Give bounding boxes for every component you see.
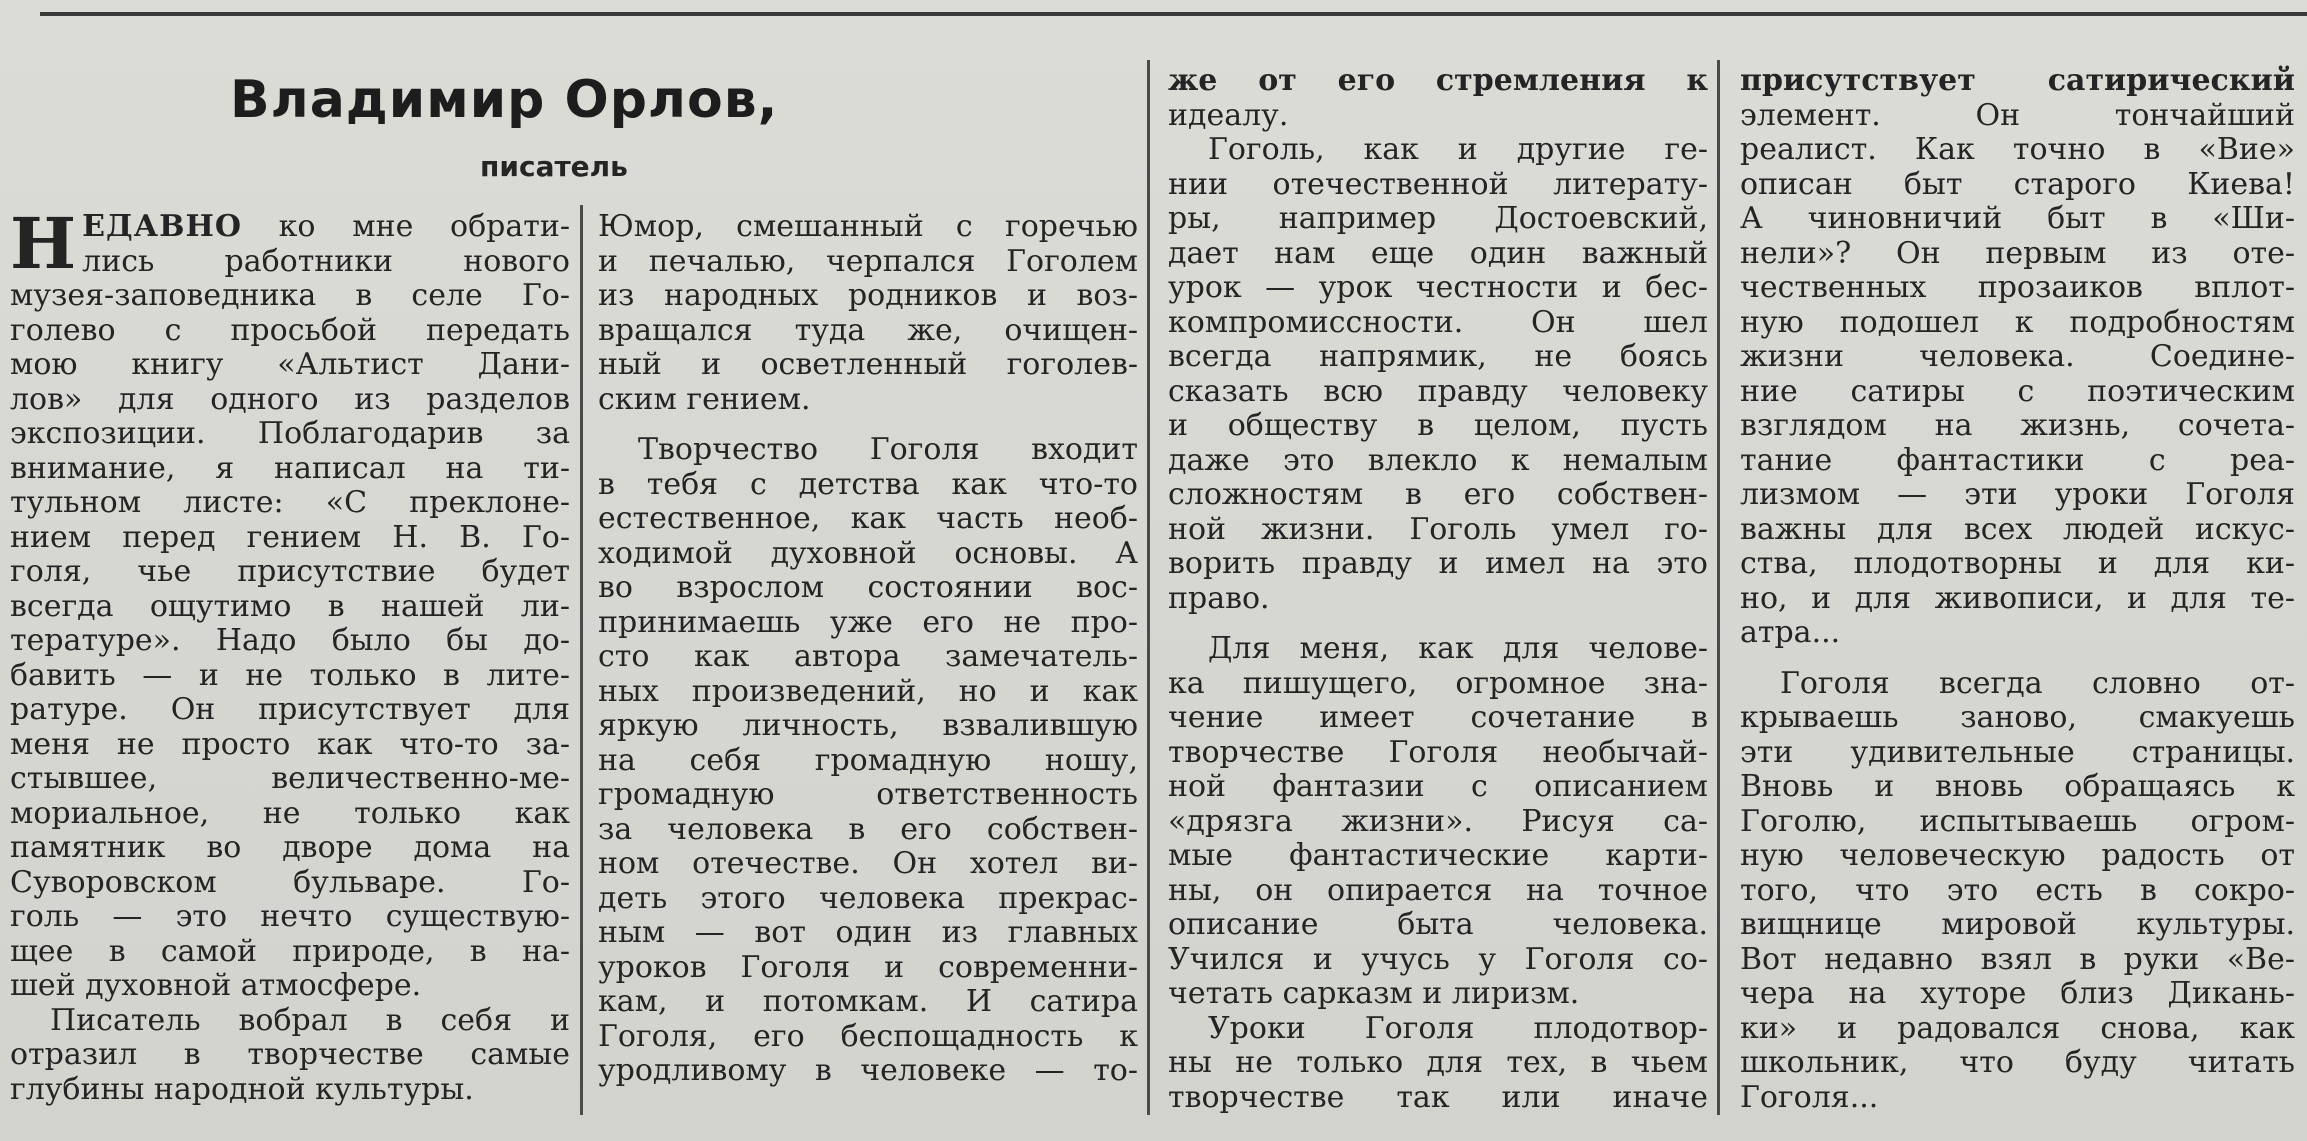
first-word: ЕДАВНО bbox=[82, 209, 242, 244]
text-line: право. bbox=[1168, 580, 1270, 616]
text-line: Гоголь, как и другие ге- bbox=[1208, 132, 1708, 167]
text-line: присутствует сатирический bbox=[1740, 63, 2295, 98]
text-line: дает нам еще один важный bbox=[1168, 235, 1708, 271]
text-line: того, что это есть в сокро- bbox=[1740, 872, 2295, 908]
text-line: ной фантазии с описанием bbox=[1168, 769, 1708, 804]
text-line: элемент. Он тончайший bbox=[1740, 97, 2295, 133]
text-line: ворить правду и имел на это bbox=[1168, 546, 1708, 581]
text-line: голя, чье присутствие будет bbox=[10, 554, 570, 589]
text-line: идеалу. bbox=[1168, 97, 1289, 133]
text-line: атра... bbox=[1740, 615, 1841, 650]
text-line: компромиссности. Он шел bbox=[1168, 304, 1708, 340]
text-line: школьник, что буду читать bbox=[1740, 1045, 2295, 1080]
text-line: сто как автора замечатель- bbox=[598, 639, 1138, 674]
text-line: тание фантастики с реа- bbox=[1740, 442, 2295, 478]
text-line: «дрязга жизни». Рисуя са- bbox=[1168, 803, 1708, 839]
text-line: за человека в его собствен- bbox=[598, 811, 1138, 847]
text-line: мою книгу «Альтист Дани- bbox=[10, 347, 570, 382]
text-line: чение имеет сочетание в bbox=[1168, 700, 1708, 735]
text-line: бавить — и не только в лите- bbox=[10, 657, 570, 693]
text-line: ном отечестве. Он хотел ви- bbox=[598, 846, 1138, 881]
text-line: громадную ответственность bbox=[598, 777, 1138, 812]
column-3 bbox=[1168, 64, 1708, 1115]
text-line: ходимой духовной основы. А bbox=[598, 535, 1138, 571]
text-line: ных произведений, но и как bbox=[598, 673, 1138, 709]
text-line: ную человеческую радость от bbox=[1740, 838, 2295, 873]
text-line: на себя громадную ношу, bbox=[598, 742, 1138, 778]
text-line: ским гением. bbox=[598, 381, 811, 417]
text-line: Гоголю, испытываешь огром- bbox=[1740, 803, 2295, 839]
text-line: вищнице мировой культуры. bbox=[1740, 907, 2295, 942]
text-line: ный и осветленный гоголев- bbox=[598, 347, 1138, 382]
text-line: вращался туда же, очищен- bbox=[598, 312, 1138, 348]
author-role: писатель bbox=[480, 150, 628, 183]
text-line: ние сатиры с поэтическим bbox=[1740, 373, 2295, 409]
text-line: ной жизни. Гоголь умел го- bbox=[1168, 511, 1708, 547]
text-line: нии отечественной литерату- bbox=[1168, 166, 1708, 202]
text-line: принимаешь уже его не про- bbox=[598, 604, 1138, 640]
text-line: музея-заповедника в селе Го- bbox=[10, 278, 570, 313]
text-line: ры, например Достоевский, bbox=[1168, 201, 1708, 236]
text-line: отразил в творчестве самые bbox=[10, 1037, 570, 1072]
text-line: голево с просьбой передать bbox=[10, 312, 570, 348]
text-line: нием перед гением Н. В. Го- bbox=[10, 519, 570, 555]
text-line: Писатель вобрал в себя и bbox=[50, 1002, 570, 1038]
text-line: Учился и учусь у Гоголя со- bbox=[1168, 941, 1708, 977]
text-line: ЕДАВНО ко мне обрати- bbox=[82, 209, 570, 244]
text-line: Гоголя, его беспощадность к bbox=[598, 1018, 1138, 1054]
text-line: сказать всю правду человеку bbox=[1168, 373, 1708, 409]
column-rule bbox=[580, 205, 583, 1115]
text-line: Уроки Гоголя плодотвор- bbox=[1208, 1010, 1708, 1046]
text-line: всегда ощутимо в нашей ли- bbox=[10, 588, 570, 624]
text-line: Для меня, как для челове- bbox=[1208, 631, 1708, 666]
top-rule bbox=[40, 12, 2307, 16]
text-line: меня не просто как что-то за- bbox=[10, 726, 570, 762]
text-line: лов» для одного из разделов bbox=[10, 381, 570, 417]
text-line: урок — урок честности и бес- bbox=[1168, 270, 1708, 305]
text-line: ны не только для тех, в чьем bbox=[1168, 1045, 1708, 1080]
text-line: Вновь и вновь обращаясь к bbox=[1740, 769, 2295, 804]
text-line: Вот недавно взял в руки «Ве- bbox=[1740, 941, 2295, 977]
text-line: глубины народной культуры. bbox=[10, 1071, 474, 1107]
text-line: Суворовском бульваре. Го- bbox=[10, 864, 570, 900]
text-line: важны для всех людей искус- bbox=[1740, 511, 2295, 547]
text-line: всегда напрямик, не боясь bbox=[1168, 339, 1708, 374]
text-line: и обществу в целом, пусть bbox=[1168, 408, 1708, 443]
text-line: ны, он опирается на точное bbox=[1168, 872, 1708, 908]
text-line: естественное, как часть необ- bbox=[598, 501, 1138, 536]
text-line: во взрослом состоянии вос- bbox=[598, 570, 1138, 605]
text-line: тульном листе: «С преклоне- bbox=[10, 485, 570, 520]
text-line: творчестве Гоголя необычай- bbox=[1168, 734, 1708, 770]
text-line: экспозиции. Поблагодарив за bbox=[10, 416, 570, 451]
text-line: описан быт старого Киева! bbox=[1740, 166, 2295, 202]
text-line: уроков Гоголя и современни- bbox=[598, 949, 1138, 985]
text-line: ка пишущего, огромное зна- bbox=[1168, 665, 1708, 701]
text-line: сложностям в его собствен- bbox=[1168, 477, 1708, 512]
text-line: чественных прозаиков вплот- bbox=[1740, 270, 2295, 305]
text-line: четать сарказм и лиризм. bbox=[1168, 976, 1580, 1011]
author-name: Владимир Орлов, bbox=[230, 70, 779, 130]
text-line: шей духовной атмосфере. bbox=[10, 968, 422, 1003]
text-line: памятник во дворе дома на bbox=[10, 830, 570, 865]
text-line: стывшее, величественно-ме- bbox=[10, 761, 570, 796]
text-line: уродливому в человеке — то- bbox=[598, 1053, 1138, 1088]
text-line: Гоголя... bbox=[1740, 1079, 1879, 1115]
text-line: творчестве так или иначе bbox=[1168, 1079, 1708, 1115]
column-2 bbox=[598, 210, 1138, 1089]
column-rule bbox=[1717, 60, 1720, 1115]
text-line: чера на хуторе близ Дикань- bbox=[1740, 976, 2295, 1011]
text-line: Творчество Гоголя входит bbox=[638, 432, 1138, 467]
text-line: кам, и потомкам. И сатира bbox=[598, 984, 1138, 1019]
text-line: же от его стремления к bbox=[1168, 63, 1708, 98]
text-line: голь — это нечто существую- bbox=[10, 899, 570, 934]
text-line: в тебя с детства как что-то bbox=[598, 466, 1138, 502]
text-line: лись работники нового bbox=[82, 243, 570, 279]
text-line: даже это влекло к немалым bbox=[1168, 442, 1708, 478]
text-line: из народных родников и воз- bbox=[598, 278, 1138, 313]
text-line: ную подошел к подробностям bbox=[1740, 304, 2295, 340]
column-1 bbox=[10, 202, 570, 1107]
text-line: внимание, я написал на ти- bbox=[10, 450, 570, 486]
text-line: щее в самой природе, в на- bbox=[10, 933, 570, 969]
text-line: А чиновничий быт в «Ши- bbox=[1740, 201, 2295, 236]
text-line: тературе». Надо было бы до- bbox=[10, 623, 570, 658]
column-4 bbox=[1740, 64, 2295, 1115]
text-line: крываешь заново, смакуешь bbox=[1740, 700, 2295, 735]
text-line: ратуре. Он присутствует для bbox=[10, 692, 570, 727]
column-rule bbox=[1147, 60, 1150, 1115]
text-line: яркую личность, взвалившую bbox=[598, 708, 1138, 743]
text-line: Юмор, смешанный с горечью bbox=[598, 209, 1138, 244]
text-line: ства, плодотворны и для ки- bbox=[1740, 546, 2295, 581]
text-line: описание быта человека. bbox=[1168, 907, 1708, 942]
text-line: лизмом — эти уроки Гоголя bbox=[1740, 477, 2295, 512]
text-line: жизни человека. Соедине- bbox=[1740, 339, 2295, 374]
text-line: мориальное, не только как bbox=[10, 795, 570, 831]
text-line: и печалью, черпался Гоголем bbox=[598, 243, 1138, 279]
text-line: Гоголя всегда словно от- bbox=[1780, 665, 2295, 701]
text-line: ным — вот один из главных bbox=[598, 915, 1138, 950]
text-line: но, и для живописи, и для те- bbox=[1740, 580, 2295, 616]
text-line: взглядом на жизнь, сочета- bbox=[1740, 408, 2295, 443]
text-line: нели»? Он первым из оте- bbox=[1740, 235, 2295, 271]
text-line: ки» и радовался снова, как bbox=[1740, 1010, 2295, 1046]
text-line: эти удивительные страницы. bbox=[1740, 734, 2295, 770]
text-line: деть этого человека прекрас- bbox=[598, 880, 1138, 916]
drop-cap: Н bbox=[10, 202, 77, 285]
text-line: реалист. Как точно в «Вие» bbox=[1740, 132, 2295, 167]
text-line: мые фантастические карти- bbox=[1168, 838, 1708, 873]
